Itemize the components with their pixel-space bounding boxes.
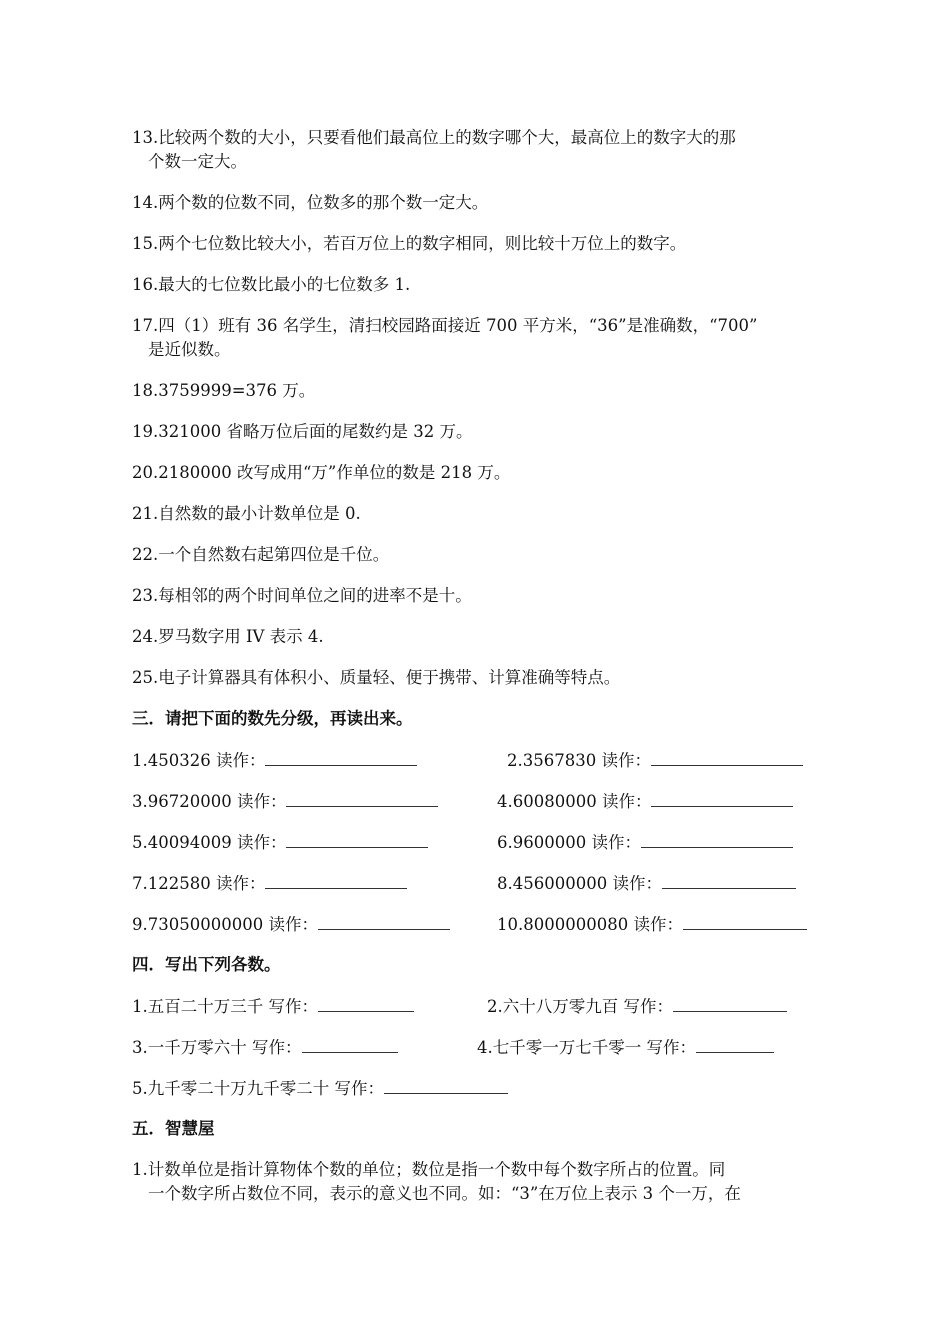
read-item-5-label: 5.40094009 读作： — [132, 833, 287, 852]
answer-blank[interactable] — [696, 1035, 774, 1053]
read-item-1 — [132, 748, 417, 773]
read-item-8 — [497, 871, 796, 896]
wisdom-paragraph-line-2: 一个数字所占数位不同，表示的意义也不同。如：“3”在万位上表示 3 个一万，在 — [148, 1184, 741, 1203]
read-item-3-label: 3.96720000 读作： — [132, 792, 287, 811]
item-14: 14.两个数的位数不同，位数多的那个数一定大。 — [132, 193, 489, 212]
read-item-3 — [132, 789, 438, 814]
item-18: 18.3759999=376 万。 — [132, 381, 316, 400]
item-22: 22.一个自然数右起第四位是千位。 — [132, 545, 390, 564]
read-item-4 — [497, 789, 793, 814]
answer-blank[interactable] — [265, 748, 417, 766]
answer-blank[interactable] — [302, 1035, 398, 1053]
answer-blank[interactable] — [318, 912, 450, 930]
read-item-1-label: 1.450326 读作： — [132, 751, 266, 770]
item-17-cont: 是近似数。 — [148, 340, 231, 359]
read-item-5 — [132, 830, 428, 855]
answer-blank[interactable] — [265, 871, 407, 889]
item-25: 25.电子计算器具有体积小、质量轻、便于携带、计算准确等特点。 — [132, 668, 621, 687]
answer-blank[interactable] — [641, 830, 793, 848]
section-4-heading: 四．写出下列各数。 — [132, 955, 281, 974]
write-item-4-label: 4.七千零一万七千零一 写作： — [477, 1038, 696, 1057]
write-item-1-label: 1.五百二十万三千 写作： — [132, 997, 318, 1016]
write-item-2-label: 2.六十八万零九百 写作： — [487, 997, 673, 1016]
read-item-7 — [132, 871, 407, 896]
answer-blank[interactable] — [673, 994, 787, 1012]
write-item-5 — [132, 1076, 508, 1101]
write-item-3 — [132, 1035, 398, 1060]
item-21: 21.自然数的最小计数单位是 0. — [132, 504, 361, 523]
answer-blank[interactable] — [286, 789, 438, 807]
read-item-6 — [497, 830, 793, 855]
read-item-7-label: 7.122580 读作： — [132, 874, 266, 893]
read-item-2-label: 2.3567830 读作： — [507, 751, 651, 770]
answer-blank[interactable] — [318, 994, 414, 1012]
answer-blank[interactable] — [651, 748, 803, 766]
answer-blank[interactable] — [683, 912, 807, 930]
write-item-4 — [477, 1035, 774, 1060]
answer-blank[interactable] — [662, 871, 796, 889]
answer-blank[interactable] — [651, 789, 793, 807]
read-item-9 — [132, 912, 450, 937]
item-16: 16.最大的七位数比最小的七位数多 1. — [132, 275, 411, 294]
read-item-9-label: 9.73050000000 读作： — [132, 915, 318, 934]
write-item-1 — [132, 994, 414, 1019]
item-15: 15.两个七位数比较大小，若百万位上的数字相同，则比较十万位上的数字。 — [132, 234, 687, 253]
answer-blank[interactable] — [286, 830, 428, 848]
read-item-10 — [497, 912, 807, 937]
write-item-3-label: 3.一千万零六十 写作： — [132, 1038, 302, 1057]
item-13: 13.比较两个数的大小，只要看他们最高位上的数字哪个大，最高位上的数字大的那 — [132, 128, 736, 147]
read-item-10-label: 10.8000000080 读作： — [497, 915, 683, 934]
item-19: 19.321000 省略万位后面的尾数约是 32 万。 — [132, 422, 473, 441]
read-item-2 — [507, 748, 803, 773]
section-5-heading: 五．智慧屋 — [132, 1119, 215, 1138]
write-item-2 — [487, 994, 787, 1019]
item-20: 20.2180000 改写成用“万”作单位的数是 218 万。 — [132, 463, 511, 482]
section-3-heading: 三．请把下面的数先分级，再读出来。 — [132, 709, 413, 728]
item-23: 23.每相邻的两个时间单位之间的进率不是十。 — [132, 586, 472, 605]
write-item-5-label: 5.九千零二十万九千零二十 写作： — [132, 1079, 384, 1098]
answer-blank[interactable] — [384, 1076, 508, 1094]
read-item-6-label: 6.9600000 读作： — [497, 833, 641, 852]
read-item-8-label: 8.456000000 读作： — [497, 874, 662, 893]
read-item-4-label: 4.60080000 读作： — [497, 792, 652, 811]
wisdom-paragraph-line-1: 1.计数单位是指计算物体个数的单位；数位是指一个数中每个数字所占的位置。同 — [132, 1160, 726, 1179]
item-13-cont: 个数一定大。 — [148, 152, 247, 171]
item-17: 17.四（1）班有 36 名学生，清扫校园路面接近 700 平方米，“36”是准确数，“700” — [132, 316, 758, 335]
item-24: 24.罗马数字用 IV 表示 4. — [132, 627, 324, 646]
